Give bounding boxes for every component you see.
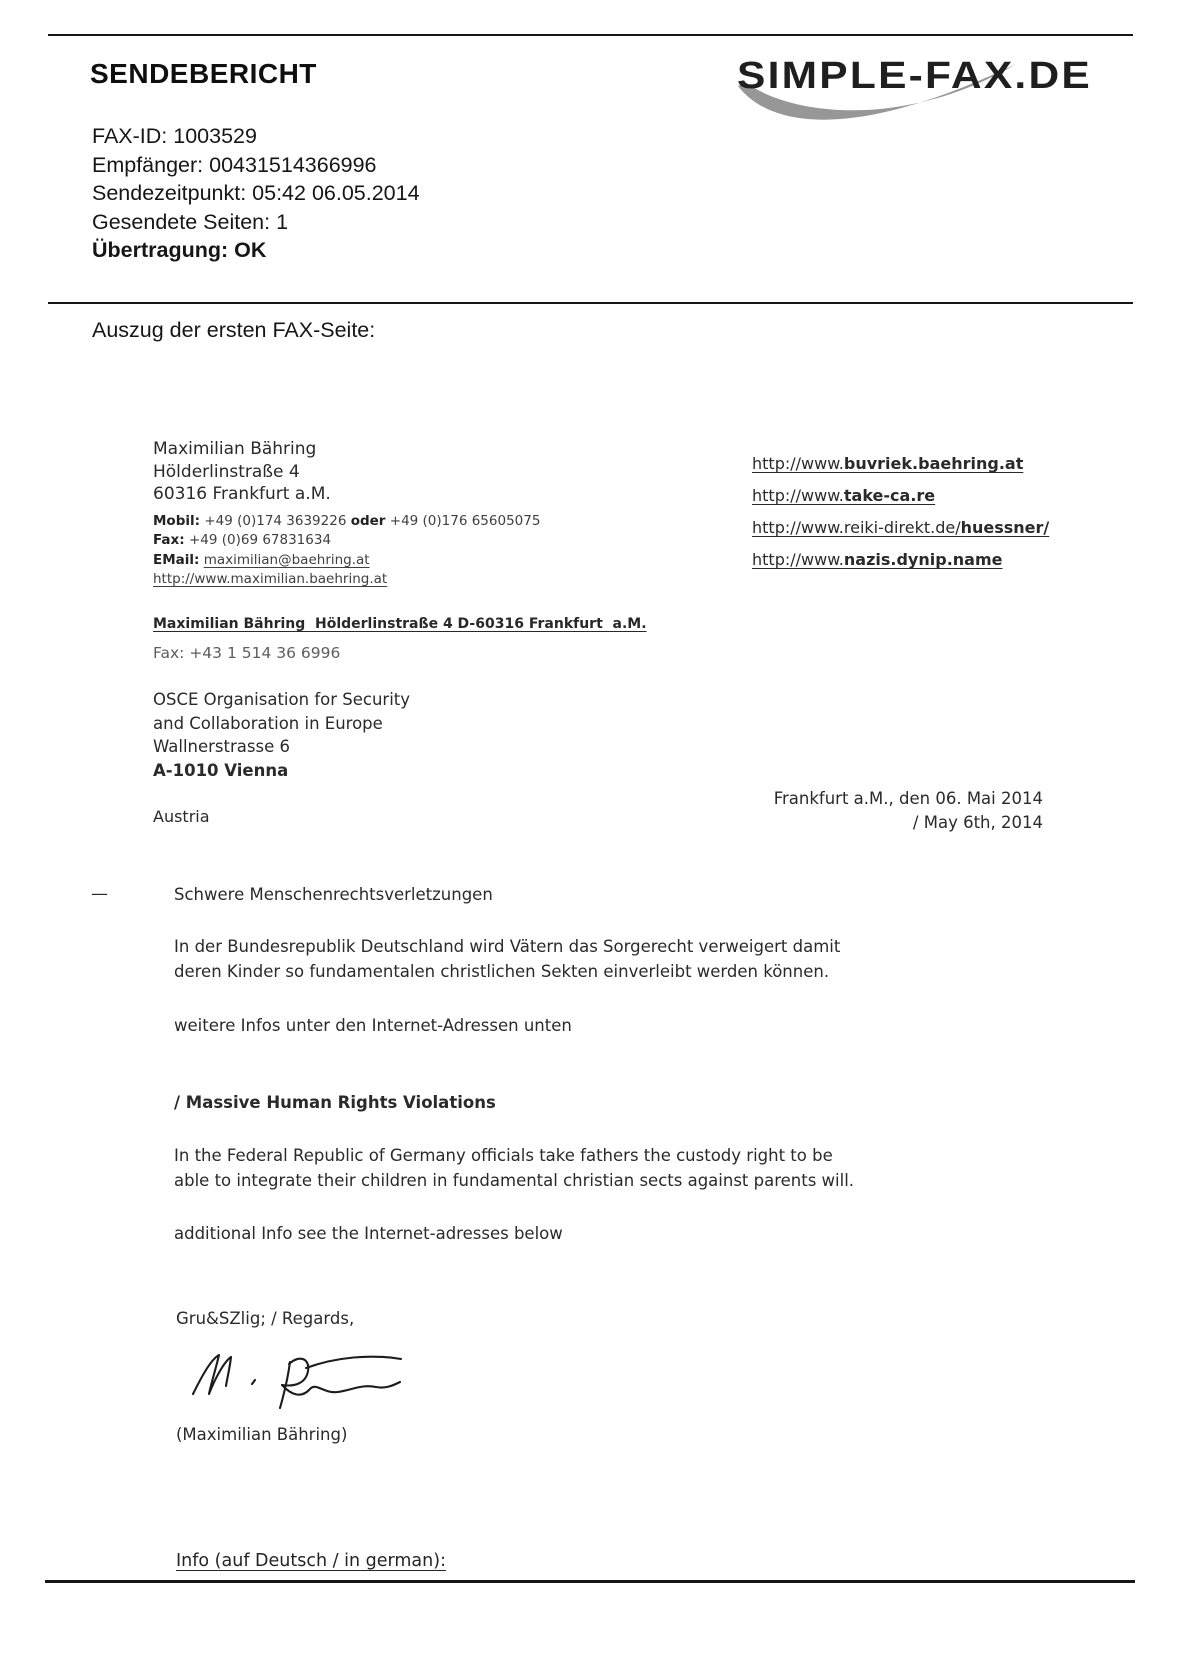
body-german-line: deren Kinder so fundamentalen christlichen Sekten einverleibt werden können. <box>174 961 830 981</box>
sender-email-line <box>153 551 540 571</box>
body-german-line: In der Bundesrepublik Deutschland wird Vätern das Sorgerecht verweigert damit <box>174 937 841 956</box>
sender-fax-line <box>153 531 540 551</box>
fax-number: +49 (0)69 67831634 <box>184 532 332 548</box>
sender-mobile-line <box>153 512 540 532</box>
mobile-number-1: +49 (0)174 3639226 <box>200 512 351 529</box>
link-nazis-dynip[interactable] <box>752 550 1002 569</box>
link-prefix: http://www. <box>752 550 844 569</box>
meta-fax-id: FAX-ID: 1003529 <box>92 124 257 148</box>
meta-send-time: Sendezeitpunkt: 05:42 06.05.2014 <box>92 181 420 205</box>
meta-transmission-status: Übertragung: OK <box>92 238 267 262</box>
subject-german: Schwere Menschenrechtsverletzungen <box>174 885 493 904</box>
excerpt-label: Auszug der ersten FAX-Seite: <box>92 318 376 342</box>
signature-stroke <box>306 1357 401 1368</box>
signer-name: (Maximilian Bähring) <box>176 1425 348 1444</box>
simple-fax-logo <box>700 44 1100 139</box>
body-german <box>174 935 840 984</box>
sender-street: Hölderlinstraße 4 <box>153 461 300 482</box>
link-prefix: http://www. <box>752 454 844 473</box>
email-link[interactable]: maximilian@baehring.at <box>203 551 370 568</box>
sender-website-line <box>153 570 540 590</box>
note-german: weitere Infos unter den Internet-Adressen unten <box>174 1016 572 1035</box>
link-line <box>752 480 1049 512</box>
report-meta <box>92 122 420 265</box>
handwritten-signature <box>176 1342 416 1422</box>
link-domain: take-ca.re <box>843 486 936 505</box>
link-reiki-direkt[interactable] <box>752 518 1049 537</box>
link-prefix: http://www. <box>752 486 844 505</box>
bottom-divider <box>45 1580 1135 1583</box>
meta-recipient: Empfänger: 00431514366996 <box>92 152 377 177</box>
signature-stroke <box>193 1355 231 1394</box>
recipient-country: Austria <box>153 807 210 826</box>
link-line <box>752 448 1049 480</box>
note-english: additional Info see the Internet-adresses below <box>174 1224 563 1243</box>
link-line <box>752 512 1049 544</box>
url-list <box>752 448 1049 576</box>
body-english-line: able to integrate their children in fundamental christian sects against parents will. <box>174 1170 855 1190</box>
link-line <box>752 544 1049 576</box>
link-prefix: http://www.reiki-direkt.de/ <box>752 518 961 537</box>
sender-name: Maximilian Bähring <box>153 439 317 459</box>
sender-city: 60316 Frankfurt a.M. <box>153 484 331 504</box>
oder-word: oder <box>350 512 386 529</box>
recipient-address-block <box>153 688 410 782</box>
fax-number-at: Fax: +43 1 514 36 6996 <box>153 644 341 662</box>
date-line-de: Frankfurt a.M., den 06. Mai 2014 <box>773 789 1043 808</box>
logo-wordmark: SIMPLE-FAX.DE <box>737 55 1092 97</box>
subject-dash: — <box>91 884 108 904</box>
link-domain: huessner/ <box>960 518 1050 537</box>
link-domain: buvriek.baehring.at <box>843 454 1024 473</box>
link-buvriek[interactable] <box>752 454 1023 473</box>
top-divider <box>48 34 1133 36</box>
fax-label: Fax: <box>153 532 185 548</box>
closing-line: Gru&SZlig; / Regards, <box>176 1309 355 1328</box>
recipient-line: and Collaboration in Europe <box>153 713 383 733</box>
recipient-line: OSCE Organisation for Security <box>153 690 411 709</box>
mobile-number-2: +49 (0)176 65605075 <box>385 512 541 529</box>
body-english-line: In the Federal Republic of Germany officials take fathers the custody right to be <box>174 1146 833 1165</box>
website-link[interactable]: http://www.maximilian.baehring.at <box>153 571 388 587</box>
mobile-label: Mobil: <box>153 512 201 529</box>
sender-contact-block <box>153 512 540 590</box>
recipient-line: Wallnerstrasse 6 <box>153 737 290 756</box>
subject-english: / Massive Human Rights Violations <box>174 1093 496 1112</box>
date-block <box>640 787 1043 834</box>
meta-pages-sent: Gesendete Seiten: 1 <box>92 209 289 234</box>
link-domain: nazis.dynip.name <box>843 550 1003 569</box>
info-section-heading: Info (auf Deutsch / in german): <box>176 1551 446 1571</box>
link-take-ca-re[interactable] <box>752 486 935 505</box>
body-english <box>174 1144 854 1193</box>
date-line-en: / May 6th, 2014 <box>912 812 1043 832</box>
sender-address-block <box>153 438 540 590</box>
recipient-city-line: A-1010 Vienna <box>153 760 289 780</box>
report-title: SENDEBERICHT <box>90 58 317 89</box>
middle-divider <box>48 302 1133 304</box>
sender-single-line: Maximilian Bähring Hölderlinstraße 4 D-60316 Frankfurt a.M. <box>153 616 647 632</box>
email-label: EMail: <box>153 551 200 568</box>
signature-stroke <box>252 1380 255 1384</box>
